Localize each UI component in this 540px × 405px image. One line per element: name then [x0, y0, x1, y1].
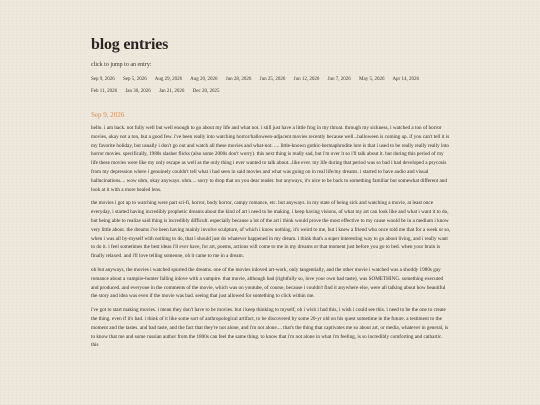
- post-paragraph: i've got to start making movies. i mean they don't have to be movies. but i keep thinking to myself, oh i wish i had this, i wish i could see this. i need to be the one to create the thing. even if it's bad. i think of it like some sort of anthropological artifact, to be discovered by some 20-yr old on his quest sometime in the future. a testiment to the moment and the tastes. and bad taste, and the fact that they're not alone, and i'm not alone.... that's the thing that captivates me so about art, or media, whatever in general, is to know that me and some russian author from the 1800s can feel the same thing. to know that i'm not alone in what i'm feeling, is so incredibly comforting and cathartic. this: [91, 307, 449, 349]
- date-link[interactable]: Jun 7, 2026: [327, 77, 351, 82]
- date-link[interactable]: Apr 14, 2026: [392, 77, 419, 82]
- date-link[interactable]: Dec 20, 2025: [192, 89, 220, 94]
- date-link-list: [91, 74, 441, 98]
- date-link[interactable]: Jun 28, 2026: [225, 77, 252, 82]
- date-link[interactable]: Aug 20, 2026: [190, 77, 218, 82]
- date-link[interactable]: Feb 11, 2026: [91, 89, 118, 94]
- post-date: Sep 9, 2026: [91, 111, 125, 119]
- post-paragraph: the movies i got up to watching were part sci-fi, horror, body horror, campy romance, etc. but anyways. in my state of being sick and watching a movie, at least once everyday, i started having incredibly prophetic dreams about the kind of art i need to be making. i keep having visions, of what my art can look like and what i want it to do, but being able to realize said thing is incredibly difficult. especially because a lot of the art i think would prove the most effective to my cause would be in a medium i know very little about. the dreams i've been having mainly involve sculpture, of which i know nothing. it's weird to me, but i knew a friend who once told me that for a week or so, when i was all by-myself with nothing to do, that i should just do whatever happened in my dream. i think that's a super interesting way to go about living, and i really want to do it. i feel sometimes the best ideas i'll ever have, for art, poems, actions will come to me in my dreams or that moment just before you go to bed. when your brain is finally relaxed. and i'll love telling someone, oh it came to me in a dream.: [91, 200, 451, 260]
- post-body: [91, 124, 451, 355]
- date-link[interactable]: Jun 12, 2026: [293, 77, 320, 82]
- jump-label: click to jump to an entry:: [91, 62, 152, 68]
- post-paragraph: hello. i am back. not fully well but well enough to go about my life and what not. i still just have a little frog in my throat. through my sickness, i watched a ton of horror movies, okay not a ton, but a good few. i've been really into watching horror/halloween-adjacent movies recently because well...halloween is coming up. if you can't tell it is my favorite holiday, but usually i don't go out and watch all these movies and what-not. .... little-known gothic-hermaphrodite lore is that i used to be really really really into horror movies. specifically, 1980s slasher flicks (also some 2000s don't worry). this next thing is really sad, but i'm over it so i'll talk about it. but during this period of my life these movies were like my only escape as well as the only thing i ever wanted to talk about...like ever. my life during that period was so bad i had developed a psycosis from my depression where i genuinely couldn't tell what i had seen in said movies and what was going on in real life/my dreams. i started to have audio and visual hallucinations.... wow uhm, okay anyways. uhm.... sorry to drop that on you dear reader. but anyways, it's nice to be back to something familiar but somewhat different and look at it with a more healed lens.: [91, 125, 450, 193]
- date-link[interactable]: Jan 30, 2026: [125, 89, 151, 94]
- date-link[interactable]: Sep 5, 2026: [123, 77, 147, 82]
- date-link[interactable]: Jun 25, 2026: [259, 77, 286, 82]
- date-link[interactable]: Jan 21, 2026: [159, 89, 185, 94]
- date-link[interactable]: Sep 9, 2026: [91, 77, 115, 82]
- post-paragraph: oh but anyways, the movies i watched spurred the dreams. one of the movies inloved art-work, only tangentially, and the other movie i watched was a shoddy 1980s gay romance about a vampire-hunter falling inlove with a vampire. that movie, although bad (rightfully so, love your own bad taste), was SOMETHING. something executed and produced. and everyone in the comments of the movie, which was on youtube, of course, because i couldn't find it anywhere else, were all talking about how beautiful the story and idea was even if the movie was bad. seeing that just allowed for something to click within me.: [91, 266, 446, 300]
- page-title: blog entries: [91, 36, 169, 53]
- date-link[interactable]: May 5, 2026: [359, 77, 385, 82]
- date-link[interactable]: Aug 29, 2026: [154, 77, 183, 82]
